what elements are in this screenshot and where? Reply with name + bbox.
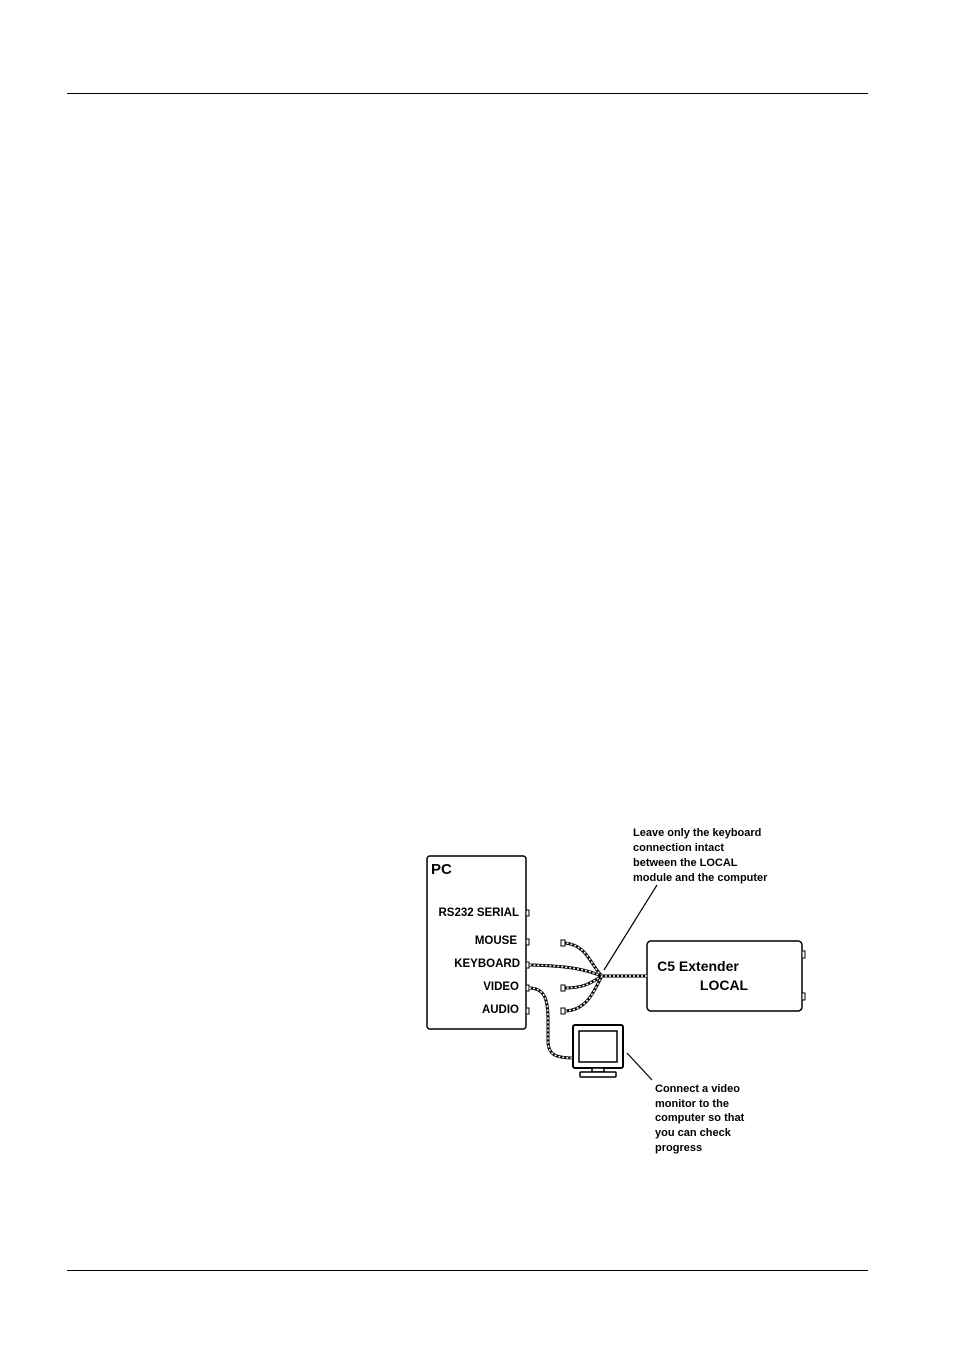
port-label-mouse: MOUSE	[474, 935, 517, 947]
port-label-video: VIDEO	[483, 981, 519, 993]
port-label-audio: AUDIO	[481, 1004, 519, 1016]
callout-bottom	[655, 1083, 745, 1154]
callout-bottom-line: computer so that	[655, 1112, 745, 1124]
callout-top	[633, 827, 768, 884]
port-connector-audio	[526, 1008, 529, 1014]
port-connector-keyboard	[526, 962, 529, 968]
port-connector-video	[526, 985, 529, 991]
callout-top-line: module and the computer	[633, 872, 768, 884]
callout-top-line: between the LOCAL	[633, 857, 738, 869]
callout-bottom-line: monitor to the	[655, 1098, 729, 1110]
c5-extender-local-unit	[647, 941, 805, 1011]
callout-bottom-line: progress	[655, 1142, 703, 1154]
callout-bottom-line: you can check	[655, 1127, 731, 1139]
extender-connector-top	[802, 951, 805, 958]
pc-unit	[427, 856, 529, 1029]
extender-connector-bottom	[802, 993, 805, 1000]
monitor-icon	[573, 1025, 623, 1077]
callout-top-line: Leave only the keyboard	[633, 827, 762, 839]
video-cable	[529, 988, 575, 1058]
callout-bottom-leader	[627, 1053, 652, 1080]
port-connector-mouse	[526, 939, 529, 945]
port-label-rs232: RS232 SERIAL	[438, 907, 519, 919]
callout-bottom-line: Connect a video	[655, 1083, 740, 1095]
port-connector-rs232	[526, 910, 529, 916]
port-label-keyboard: KEYBOARD	[454, 958, 520, 970]
callout-top-line: connection intact	[633, 842, 725, 854]
extender-label-line2: LOCAL	[699, 977, 749, 993]
extender-label-line1: C5 Extender	[657, 958, 739, 974]
pc-title: PC	[431, 861, 452, 878]
